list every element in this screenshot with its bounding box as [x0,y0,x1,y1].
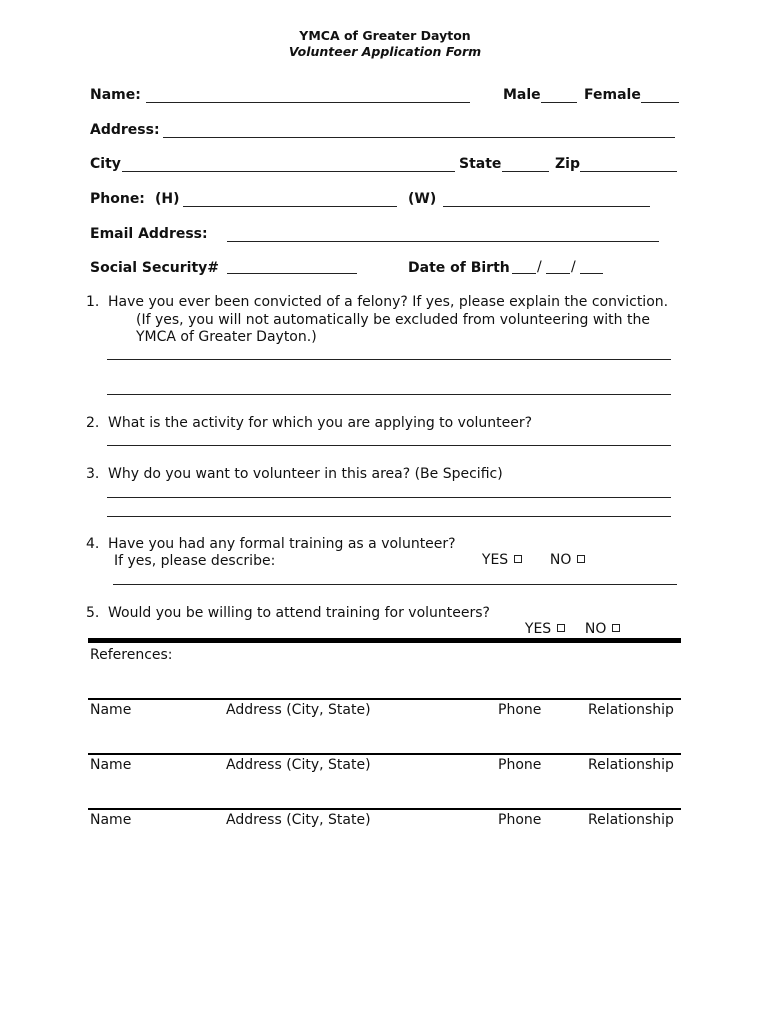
ref-name-label: Name [90,702,132,718]
q5-text: Would you be willing to attend training for volunteers? [108,605,490,621]
ref-phone-label: Phone [498,702,542,718]
dob-separator: / [537,259,542,275]
ref-relationship-label: Relationship [588,757,674,773]
reference-line[interactable] [88,698,681,700]
address-field[interactable] [163,137,675,138]
q1-answer-line[interactable] [107,359,671,360]
city-field[interactable] [122,171,455,172]
q1-text: Have you ever been convicted of a felony? If yes, please explain the conviction. [108,294,669,310]
zip-field[interactable] [580,171,677,172]
ref-phone-label: Phone [498,812,542,828]
q3-text: Why do you want to volunteer in this area? (Be Specific) [108,466,503,482]
q3-number: 3. [86,466,100,482]
dob-separator: / [571,259,576,275]
state-label: State [459,156,502,172]
dob-year-field[interactable] [580,273,603,274]
checkbox-icon[interactable] [577,555,585,563]
q4-number: 4. [86,536,100,552]
phone-home-field[interactable] [183,206,397,207]
q5-no-label: NO [584,621,607,637]
ref-address-label: Address (City, State) [226,812,371,828]
q4-answer-line[interactable] [113,584,677,585]
q1-note: YMCA of Greater Dayton.) [136,329,317,345]
org-name: YMCA of Greater Dayton [299,28,471,43]
q4-yes-option[interactable] [473,536,522,568]
form-title: Volunteer Application Form [288,44,482,59]
male-field[interactable] [541,102,577,103]
email-label: Email Address: [90,226,208,242]
q4-no-option[interactable] [541,536,585,568]
q4-no-label: NO [549,552,572,568]
name-label: Name: [90,87,141,103]
q2-answer-line[interactable] [107,445,671,446]
checkbox-icon[interactable] [514,555,522,563]
ref-name-label: Name [90,812,132,828]
ref-relationship-label: Relationship [588,812,674,828]
city-label: City [90,156,121,172]
phone-work-field[interactable] [443,206,650,207]
female-field[interactable] [641,102,679,103]
ref-name-label: Name [90,757,132,773]
checkbox-icon[interactable] [557,624,565,632]
q2-number: 2. [86,415,100,431]
q4-followup: If yes, please describe: [114,553,276,569]
phone-work-label: (W) [408,191,437,207]
checkbox-icon[interactable] [612,624,620,632]
ref-address-label: Address (City, State) [226,757,371,773]
q4-text: Have you had any formal training as a volunteer? [108,536,456,552]
email-field[interactable] [227,241,659,242]
phone-label: Phone: [90,191,145,207]
reference-line[interactable] [88,808,681,810]
section-divider [88,638,681,643]
name-field[interactable] [146,102,470,103]
reference-line[interactable] [88,753,681,755]
q3-answer-line[interactable] [107,497,671,498]
q1-answer-line[interactable] [107,394,671,395]
q5-no-option[interactable] [576,605,620,637]
q5-yes-option[interactable] [516,605,565,637]
dob-month-field[interactable] [512,273,536,274]
phone-home-label: (H) [155,191,180,207]
ssn-field[interactable] [227,273,357,274]
ref-relationship-label: Relationship [588,702,674,718]
state-field[interactable] [502,171,549,172]
q3-answer-line[interactable] [107,516,671,517]
ref-phone-label: Phone [498,757,542,773]
dob-day-field[interactable] [546,273,570,274]
q2-text: What is the activity for which you are applying to volunteer? [108,415,533,431]
q5-number: 5. [86,605,100,621]
q5-yes-label: YES [524,621,552,637]
ref-address-label: Address (City, State) [226,702,371,718]
zip-label: Zip [555,156,580,172]
q4-yes-label: YES [481,552,509,568]
male-label: Male [503,87,541,103]
ssn-label: Social Security# [90,260,220,276]
q1-number: 1. [86,294,100,310]
references-heading: References: [90,647,173,663]
address-label: Address: [90,122,160,138]
q1-note: (If yes, you will not automatically be excluded from volunteering with the [136,312,650,328]
dob-label: Date of Birth [408,260,510,276]
female-label: Female [584,87,641,103]
